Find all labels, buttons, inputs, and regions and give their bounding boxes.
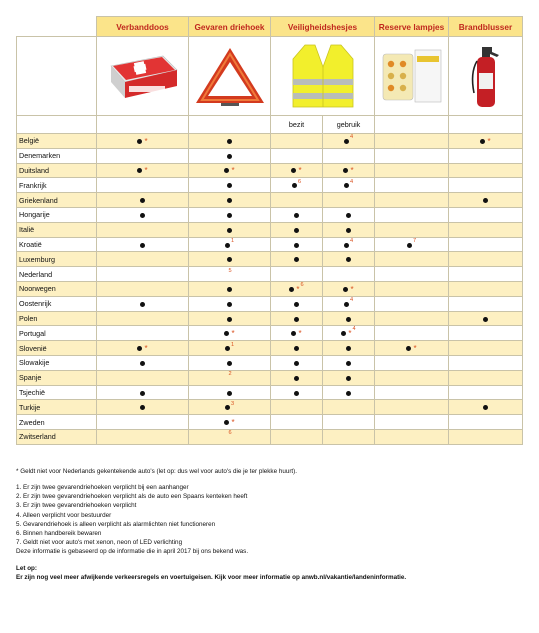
cell-bulbs bbox=[375, 148, 449, 163]
column-header-extinguisher: Brandblusser bbox=[449, 17, 523, 37]
footnote-marker: 3 bbox=[230, 400, 235, 407]
cell-bulbs bbox=[375, 163, 449, 178]
cell-vest-worn bbox=[323, 207, 375, 222]
requirements-table bbox=[16, 16, 523, 445]
cell-extinguisher bbox=[449, 281, 523, 296]
footnote-marker: 4 bbox=[349, 178, 354, 185]
cell-first-aid bbox=[97, 355, 189, 370]
required-dot bbox=[137, 139, 142, 144]
cell-triangle bbox=[189, 296, 271, 311]
cell-extinguisher bbox=[449, 252, 523, 267]
table-row bbox=[17, 385, 523, 400]
footnote-marker: 4 bbox=[352, 326, 356, 333]
country-name: Griekenland bbox=[17, 193, 97, 208]
asterisk-marker: * bbox=[231, 166, 235, 176]
table-row bbox=[17, 163, 523, 178]
cell-extinguisher bbox=[449, 311, 523, 326]
cell-extinguisher bbox=[449, 296, 523, 311]
footnote-list bbox=[16, 483, 522, 547]
cell-bulbs bbox=[375, 370, 449, 385]
footnote-marker: 4 bbox=[349, 297, 354, 304]
country-name: Polen bbox=[17, 311, 97, 326]
cell-extinguisher bbox=[449, 134, 523, 149]
cell-bulbs bbox=[375, 429, 449, 444]
required-dot bbox=[227, 391, 232, 396]
country-name: Zwitserland bbox=[17, 429, 97, 444]
country-name: Italië bbox=[17, 222, 97, 237]
first-aid-kit-cell bbox=[97, 37, 189, 116]
cell-triangle bbox=[189, 400, 271, 415]
cell-bulbs bbox=[375, 311, 449, 326]
column-header-triangle: Gevaren driehoek bbox=[189, 17, 271, 37]
cell-vest-worn bbox=[323, 385, 375, 400]
cell-vest-owned bbox=[271, 370, 323, 385]
footnote-marker: 2 bbox=[228, 371, 232, 378]
cell-first-aid bbox=[97, 370, 189, 385]
country-name: Slovenië bbox=[17, 341, 97, 356]
required-dot bbox=[140, 213, 145, 218]
required-dot bbox=[483, 198, 488, 203]
required-dot bbox=[227, 287, 232, 292]
cell-bulbs bbox=[375, 296, 449, 311]
required-dot bbox=[483, 317, 488, 322]
cell-vest-owned bbox=[271, 341, 323, 356]
required-dot bbox=[227, 361, 232, 366]
cell-bulbs bbox=[375, 326, 449, 341]
required-dot bbox=[294, 346, 299, 351]
asterisk-marker: * bbox=[144, 343, 148, 353]
table-row bbox=[17, 222, 523, 237]
cell-first-aid bbox=[97, 281, 189, 296]
cell-vest-worn bbox=[323, 193, 375, 208]
footnote-marker: 6 bbox=[228, 430, 232, 437]
cell-triangle bbox=[189, 193, 271, 208]
image-row-corner bbox=[17, 37, 97, 116]
safety-vest-cell bbox=[271, 37, 375, 116]
cell-vest-worn bbox=[323, 415, 375, 430]
cell-triangle bbox=[189, 237, 271, 252]
required-dot bbox=[227, 257, 232, 262]
requirements-table-wrapper bbox=[16, 16, 522, 445]
cell-extinguisher bbox=[449, 400, 523, 415]
required-dot bbox=[140, 391, 145, 396]
cell-triangle bbox=[189, 178, 271, 193]
cell-vest-worn bbox=[323, 311, 375, 326]
cell-extinguisher bbox=[449, 148, 523, 163]
cell-vest-owned bbox=[271, 207, 323, 222]
required-dot bbox=[407, 243, 412, 248]
cell-vest-worn bbox=[323, 429, 375, 444]
footnote-item: 4. Alleen verplicht voor bestuurder bbox=[16, 511, 112, 519]
cell-extinguisher bbox=[449, 429, 523, 444]
footnote-marker: 5 bbox=[228, 267, 232, 274]
required-dot bbox=[294, 376, 299, 381]
required-dot bbox=[294, 213, 299, 218]
footnote-marker: 6 bbox=[297, 178, 302, 185]
cell-vest-owned bbox=[271, 267, 323, 282]
required-dot bbox=[346, 257, 351, 262]
cell-vest-worn bbox=[323, 252, 375, 267]
table-row bbox=[17, 311, 523, 326]
footnote-marker: 4 bbox=[349, 134, 354, 141]
cell-vest-owned bbox=[271, 400, 323, 415]
required-dot bbox=[346, 228, 351, 233]
required-dot bbox=[294, 361, 299, 366]
safety-vest-icon bbox=[283, 41, 363, 111]
required-dot bbox=[294, 391, 299, 396]
cell-vest-worn bbox=[323, 134, 375, 149]
cell-triangle bbox=[189, 385, 271, 400]
footnote-item: 2. Er zijn twee gevarendriehoeken verplicht als de auto een Spaans kenteken heeft bbox=[16, 493, 248, 501]
cell-vest-owned bbox=[271, 296, 323, 311]
cell-vest-worn bbox=[323, 163, 375, 178]
required-dot bbox=[140, 361, 145, 366]
cell-extinguisher bbox=[449, 415, 523, 430]
table-row bbox=[17, 267, 523, 282]
cell-triangle bbox=[189, 326, 271, 341]
cell-first-aid bbox=[97, 326, 189, 341]
cell-triangle bbox=[189, 207, 271, 222]
asterisk-marker: * bbox=[298, 166, 302, 176]
footnote-marker: 1 bbox=[230, 237, 235, 244]
required-dot bbox=[289, 287, 294, 292]
cell-extinguisher bbox=[449, 178, 523, 193]
cell-triangle bbox=[189, 222, 271, 237]
cell-vest-worn bbox=[323, 222, 375, 237]
table-row bbox=[17, 193, 523, 208]
cell-bulbs bbox=[375, 341, 449, 356]
asterisk-marker: * bbox=[350, 284, 354, 294]
cell-triangle bbox=[189, 370, 271, 385]
required-dot bbox=[344, 302, 349, 307]
required-dot bbox=[346, 361, 351, 366]
cell-vest-owned bbox=[271, 148, 323, 163]
cell-bulbs bbox=[375, 355, 449, 370]
cell-first-aid bbox=[97, 415, 189, 430]
cell-bulbs bbox=[375, 207, 449, 222]
cell-vest-owned bbox=[271, 281, 323, 296]
required-dot bbox=[291, 168, 296, 173]
required-dot bbox=[294, 302, 299, 307]
cell-vest-owned bbox=[271, 237, 323, 252]
required-dot bbox=[483, 405, 488, 410]
cell-extinguisher bbox=[449, 222, 523, 237]
cell-vest-owned bbox=[271, 163, 323, 178]
footnote-asterisk: * Geldt niet voor Nederlands gekentekende auto's (let op: dus wel voor auto's die je ter plekke huurt). bbox=[16, 468, 298, 475]
asterisk-marker: * bbox=[350, 166, 354, 176]
cell-extinguisher bbox=[449, 163, 523, 178]
cell-first-aid bbox=[97, 237, 189, 252]
cell-extinguisher bbox=[449, 267, 523, 282]
required-dot bbox=[224, 420, 229, 425]
country-name: Hongarije bbox=[17, 207, 97, 222]
cell-bulbs bbox=[375, 385, 449, 400]
country-name: Luxemburg bbox=[17, 252, 97, 267]
spare-bulbs-icon bbox=[379, 46, 445, 106]
required-dot bbox=[140, 198, 145, 203]
table-row bbox=[17, 370, 523, 385]
cell-vest-worn bbox=[323, 148, 375, 163]
header-row bbox=[17, 17, 523, 37]
cell-extinguisher bbox=[449, 207, 523, 222]
fire-extinguisher-cell bbox=[449, 37, 523, 116]
asterisk-marker: * bbox=[413, 343, 417, 353]
cell-vest-owned bbox=[271, 385, 323, 400]
country-name: Frankrijk bbox=[17, 178, 97, 193]
table-row bbox=[17, 415, 523, 430]
required-dot bbox=[291, 331, 296, 336]
footnotes bbox=[16, 467, 522, 582]
asterisk-marker: * bbox=[296, 284, 300, 294]
column-header-vest: Veiligheidshesjes bbox=[271, 17, 375, 37]
cell-triangle bbox=[189, 134, 271, 149]
required-dot bbox=[224, 331, 229, 336]
asterisk-marker: * bbox=[231, 329, 235, 339]
cell-first-aid bbox=[97, 207, 189, 222]
cell-triangle bbox=[189, 252, 271, 267]
required-dot bbox=[140, 405, 145, 410]
cell-vest-owned bbox=[271, 178, 323, 193]
country-name: Noorwegen bbox=[17, 281, 97, 296]
vest-subheader-row bbox=[17, 116, 523, 134]
cell-vest-worn bbox=[323, 355, 375, 370]
spare-bulbs-cell bbox=[375, 37, 449, 116]
required-dot bbox=[294, 228, 299, 233]
required-dot bbox=[294, 317, 299, 322]
cell-bulbs bbox=[375, 252, 449, 267]
cell-extinguisher bbox=[449, 355, 523, 370]
footnote-marker: 7 bbox=[412, 237, 417, 244]
required-dot bbox=[140, 243, 145, 248]
required-dot bbox=[346, 213, 351, 218]
cell-vest-owned bbox=[271, 222, 323, 237]
cell-first-aid bbox=[97, 429, 189, 444]
required-dot bbox=[227, 213, 232, 218]
table-row bbox=[17, 237, 523, 252]
country-name: Turkije bbox=[17, 400, 97, 415]
cell-extinguisher bbox=[449, 341, 523, 356]
cell-bulbs bbox=[375, 400, 449, 415]
footnote-marker: 4 bbox=[349, 237, 354, 244]
required-dot bbox=[344, 183, 349, 188]
required-dot bbox=[346, 317, 351, 322]
country-name: Duitsland bbox=[17, 163, 97, 178]
attention-title: Let op: bbox=[16, 565, 37, 573]
cell-extinguisher bbox=[449, 237, 523, 252]
cell-vest-owned bbox=[271, 429, 323, 444]
cell-first-aid bbox=[97, 252, 189, 267]
required-dot bbox=[343, 287, 348, 292]
table-row bbox=[17, 148, 523, 163]
table-row bbox=[17, 207, 523, 222]
asterisk-marker: * bbox=[487, 136, 491, 146]
required-dot bbox=[294, 257, 299, 262]
footnote-item: 6. Binnen handbereik bewaren bbox=[16, 529, 102, 537]
cell-first-aid bbox=[97, 341, 189, 356]
required-dot bbox=[227, 139, 232, 144]
cell-extinguisher bbox=[449, 326, 523, 341]
country-name: Zweden bbox=[17, 415, 97, 430]
cell-bulbs bbox=[375, 134, 449, 149]
asterisk-marker: * bbox=[144, 166, 148, 176]
required-dot bbox=[227, 198, 232, 203]
cell-first-aid bbox=[97, 267, 189, 282]
cell-first-aid bbox=[97, 311, 189, 326]
cell-vest-worn bbox=[323, 370, 375, 385]
country-name: Portugal bbox=[17, 326, 97, 341]
required-dot bbox=[225, 346, 230, 351]
required-dot bbox=[227, 302, 232, 307]
cell-vest-worn bbox=[323, 326, 375, 341]
cell-triangle bbox=[189, 429, 271, 444]
required-dot bbox=[292, 183, 297, 188]
required-dot bbox=[227, 228, 232, 233]
table-row bbox=[17, 296, 523, 311]
table-row bbox=[17, 252, 523, 267]
cell-triangle bbox=[189, 281, 271, 296]
cell-first-aid bbox=[97, 400, 189, 415]
country-name: Nederland bbox=[17, 267, 97, 282]
required-dot bbox=[227, 154, 232, 159]
column-header-bulbs: Reserve lampjes bbox=[375, 17, 449, 37]
table-row bbox=[17, 355, 523, 370]
column-header-first-aid: Verbanddoos bbox=[97, 17, 189, 37]
country-name: Slowakije bbox=[17, 355, 97, 370]
cell-vest-worn bbox=[323, 341, 375, 356]
cell-vest-owned bbox=[271, 355, 323, 370]
required-dot bbox=[346, 346, 351, 351]
footnote-info: Deze informatie is gebaseerd op de informatie die in april 2017 bij ons bekend was. bbox=[16, 548, 249, 555]
footnote-marker: 6 bbox=[300, 282, 304, 289]
table-row bbox=[17, 429, 523, 444]
required-dot bbox=[480, 139, 485, 144]
fire-extinguisher-icon bbox=[466, 43, 506, 109]
cell-bulbs bbox=[375, 193, 449, 208]
cell-extinguisher bbox=[449, 193, 523, 208]
table-row bbox=[17, 326, 523, 341]
required-dot bbox=[346, 391, 351, 396]
cell-triangle bbox=[189, 415, 271, 430]
cell-vest-owned bbox=[271, 415, 323, 430]
required-dot bbox=[341, 331, 346, 336]
footnote-item: 5. Gevarendriehoek is alleen verplicht als alarmlichten niet functioneren bbox=[16, 520, 216, 528]
cell-bulbs bbox=[375, 267, 449, 282]
asterisk-marker: * bbox=[231, 417, 235, 427]
cell-vest-worn bbox=[323, 400, 375, 415]
cell-vest-owned bbox=[271, 311, 323, 326]
cell-vest-owned bbox=[271, 326, 323, 341]
table-row bbox=[17, 341, 523, 356]
vest-subheader-worn: gebruik bbox=[323, 116, 375, 134]
cell-triangle bbox=[189, 163, 271, 178]
cell-vest-owned bbox=[271, 252, 323, 267]
footnote-item: 1. Er zijn twee gevarendriehoeken verplicht bij een aanhanger bbox=[16, 484, 189, 492]
cell-first-aid bbox=[97, 134, 189, 149]
required-dot bbox=[224, 168, 229, 173]
cell-vest-owned bbox=[271, 193, 323, 208]
footnote-marker: 1 bbox=[230, 341, 235, 348]
cell-vest-worn bbox=[323, 237, 375, 252]
first-aid-kit-icon bbox=[105, 48, 181, 104]
cell-bulbs bbox=[375, 237, 449, 252]
warning-triangle-cell bbox=[189, 37, 271, 116]
country-name: Spanje bbox=[17, 370, 97, 385]
cell-first-aid bbox=[97, 163, 189, 178]
cell-vest-worn bbox=[323, 178, 375, 193]
cell-first-aid bbox=[97, 296, 189, 311]
cell-extinguisher bbox=[449, 385, 523, 400]
required-dot bbox=[344, 139, 349, 144]
required-dot bbox=[225, 243, 230, 248]
cell-first-aid bbox=[97, 385, 189, 400]
required-dot bbox=[344, 243, 349, 248]
country-name: België bbox=[17, 134, 97, 149]
cell-triangle bbox=[189, 148, 271, 163]
warning-triangle-icon bbox=[193, 45, 267, 107]
table-row bbox=[17, 134, 523, 149]
country-name: Tsjechië bbox=[17, 385, 97, 400]
cell-first-aid bbox=[97, 148, 189, 163]
required-dot bbox=[225, 405, 230, 410]
required-dot bbox=[406, 346, 411, 351]
cell-bulbs bbox=[375, 178, 449, 193]
required-dot bbox=[346, 376, 351, 381]
table-row bbox=[17, 178, 523, 193]
footnote-item: 3. Er zijn twee gevarendriehoeken verplicht bbox=[16, 502, 137, 510]
cell-bulbs bbox=[375, 281, 449, 296]
cell-vest-worn bbox=[323, 267, 375, 282]
asterisk-marker: * bbox=[144, 136, 148, 146]
attention-text: Er zijn nog veel meer afwijkende verkeersregels en voertuigeisen. Kijk voor meer informatie op anwb.nl/vakantie/landeninformatie. bbox=[16, 574, 407, 582]
cell-triangle bbox=[189, 311, 271, 326]
country-rows bbox=[17, 134, 523, 445]
image-row bbox=[17, 37, 523, 116]
cell-first-aid bbox=[97, 222, 189, 237]
vest-subheader-owned: bezit bbox=[271, 116, 323, 134]
asterisk-marker: * bbox=[348, 329, 352, 339]
cell-first-aid bbox=[97, 193, 189, 208]
country-name: Denemarken bbox=[17, 148, 97, 163]
required-dot bbox=[294, 243, 299, 248]
required-dot bbox=[137, 168, 142, 173]
required-dot bbox=[137, 346, 142, 351]
footnote-item: 7. Geldt niet voor auto's met xenon, neon of LED verlichting bbox=[16, 538, 183, 546]
country-name: Kroatië bbox=[17, 237, 97, 252]
table-row bbox=[17, 281, 523, 296]
required-dot bbox=[227, 183, 232, 188]
cell-extinguisher bbox=[449, 370, 523, 385]
header-corner bbox=[17, 17, 97, 37]
required-dot bbox=[343, 168, 348, 173]
cell-bulbs bbox=[375, 222, 449, 237]
cell-bulbs bbox=[375, 415, 449, 430]
cell-triangle bbox=[189, 341, 271, 356]
required-dot bbox=[140, 302, 145, 307]
cell-vest-worn bbox=[323, 296, 375, 311]
asterisk-marker: * bbox=[298, 329, 302, 339]
country-name: Oostenrijk bbox=[17, 296, 97, 311]
table-row bbox=[17, 400, 523, 415]
cell-triangle bbox=[189, 355, 271, 370]
required-dot bbox=[227, 317, 232, 322]
cell-first-aid bbox=[97, 178, 189, 193]
cell-triangle bbox=[189, 267, 271, 282]
cell-vest-owned bbox=[271, 134, 323, 149]
cell-vest-worn bbox=[323, 281, 375, 296]
